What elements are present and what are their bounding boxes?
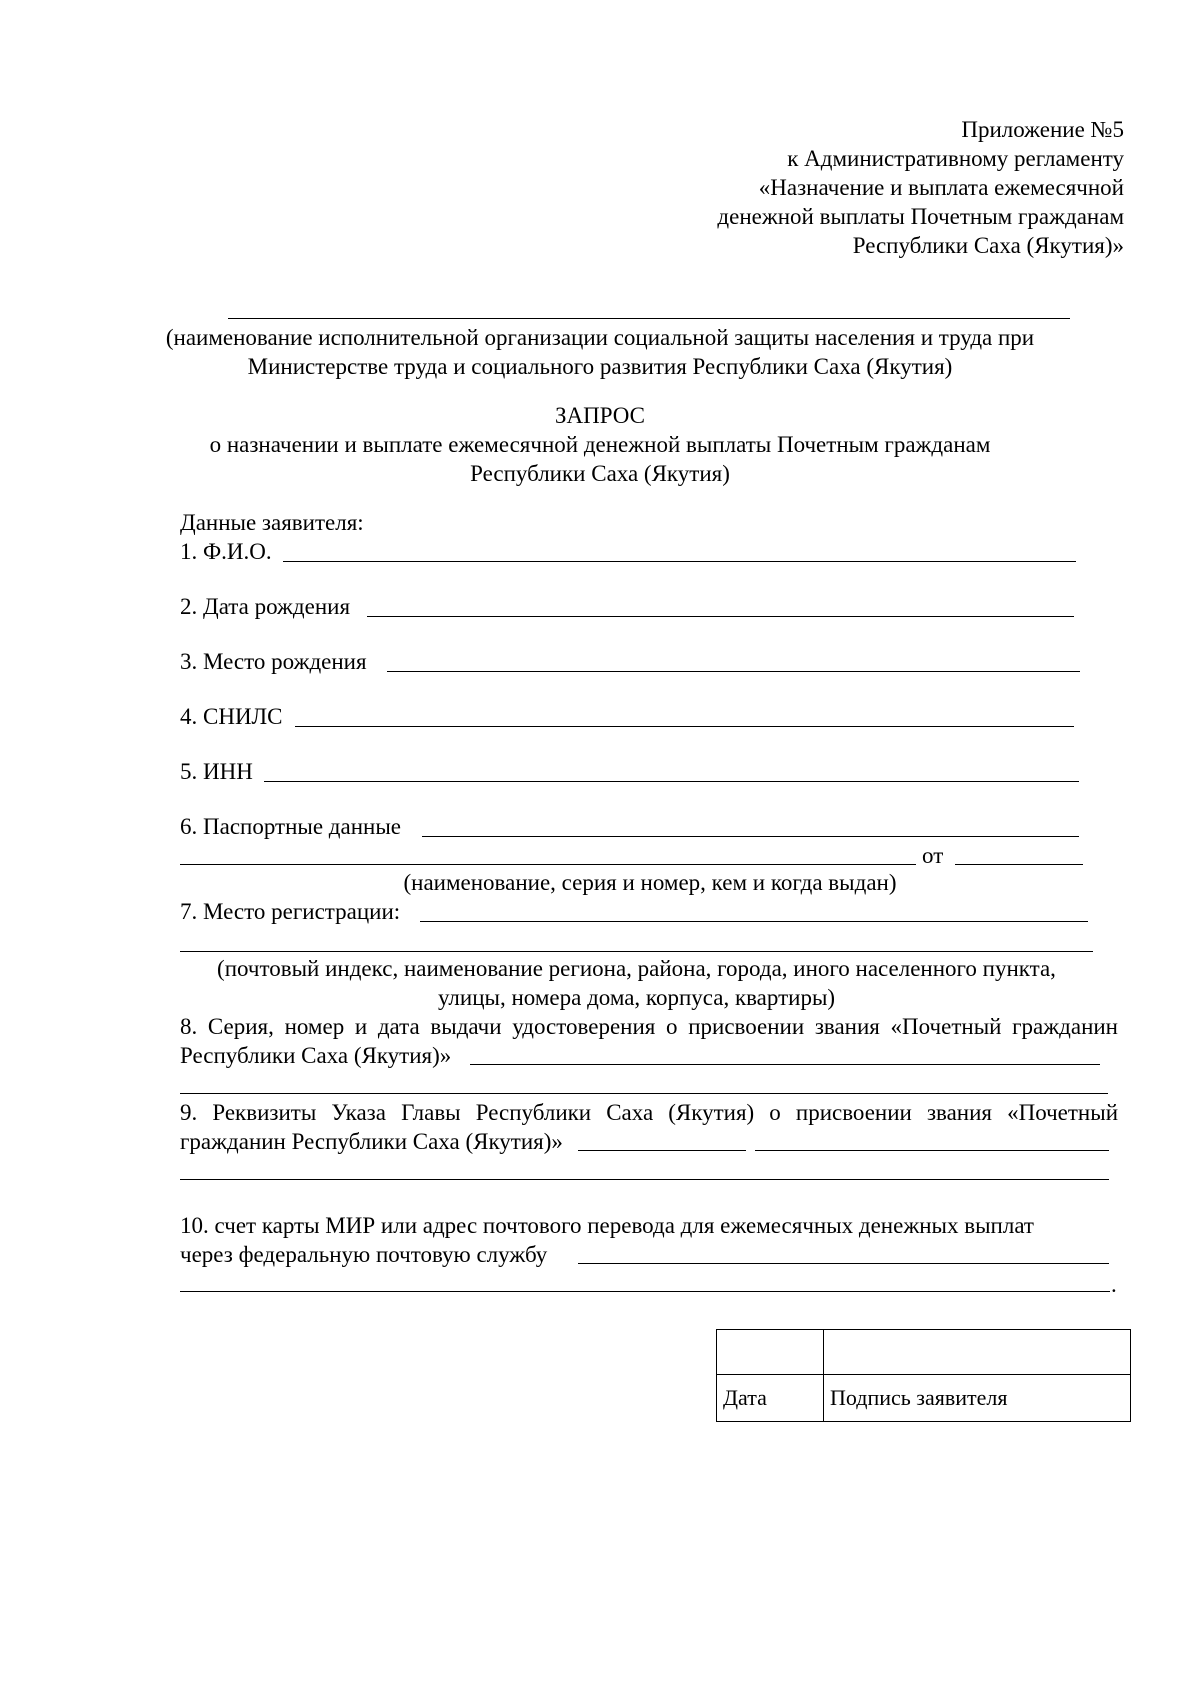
field-passport-line2[interactable]	[180, 864, 916, 865]
appendix-title-line2: денежной выплаты Почетным гражданам	[717, 204, 1124, 229]
field-payment-label-line1: 10. счет карты МИР или адрес почтового перевода для ежемесячных денежных выплат	[180, 1213, 1034, 1238]
applicant-data-label: Данные заявителя:	[180, 510, 364, 535]
document-subtitle-line2: Республики Саха (Якутия)	[470, 461, 730, 486]
field-full-name-line[interactable]	[283, 561, 1076, 562]
document-subtitle-line1: о назначении и выплате ежемесячной денежной выплаты Почетным гражданам	[209, 432, 991, 457]
field-payment-line[interactable]	[578, 1263, 1109, 1264]
field-decree-label-line2: гражданин Республики Саха (Якутия)»	[180, 1129, 563, 1154]
field-certificate-label-line1: 8. Серия, номер и дата выдачи удостоверения о присвоении звания «Почетный гражданин	[180, 1014, 1118, 1039]
field-registration-line[interactable]	[420, 921, 1088, 922]
field-passport-caption: (наименование, серия и номер, кем и когда выдан)	[403, 870, 897, 895]
document-heading: ЗАПРОС	[554, 403, 646, 428]
field-birth-date-label: 2. Дата рождения	[180, 594, 351, 619]
field-passport-label: 6. Паспортные данные	[180, 814, 401, 839]
field-passport-line[interactable]	[422, 836, 1079, 837]
field-decree-line-a[interactable]	[578, 1150, 746, 1151]
appendix-title-line1: «Назначение и выплата ежемесячной	[758, 175, 1124, 200]
field-registration-caption-line2: улицы, номера дома, корпуса, квартиры)	[437, 985, 836, 1010]
field-full-name-label: 1. Ф.И.О.	[180, 539, 272, 564]
field-registration-line2[interactable]	[180, 951, 1093, 952]
field-snils-line[interactable]	[295, 726, 1074, 727]
field-certificate-line[interactable]	[470, 1064, 1100, 1065]
field-payment-label-line2: через федеральную почтовую службу	[180, 1242, 548, 1267]
field-payment-line2[interactable]	[180, 1291, 1110, 1292]
field-birth-place-line[interactable]	[387, 671, 1080, 672]
field-decree-line2[interactable]	[180, 1179, 1109, 1180]
field-passport-date-line[interactable]	[955, 864, 1083, 865]
field-passport-from-label: от	[922, 843, 944, 868]
signature-table	[716, 1329, 1131, 1422]
field-registration-label: 7. Место регистрации:	[180, 899, 401, 924]
field-inn-line[interactable]	[264, 781, 1079, 782]
date-cell[interactable]	[717, 1330, 824, 1375]
signature-label: Подпись заявителя	[824, 1375, 1131, 1422]
field-certificate-line2[interactable]	[180, 1093, 1108, 1094]
field-decree-label-line1: 9. Реквизиты Указа Главы Республики Саха (Якутия) о присвоении звания «Почетный	[180, 1100, 1118, 1125]
date-label: Дата	[717, 1375, 824, 1422]
appendix-title-line3: Республики Саха (Якутия)»	[852, 233, 1124, 258]
organization-line	[228, 318, 1070, 319]
organization-caption-line1: (наименование исполнительной организации социальной защиты населения и труда при	[165, 325, 1035, 350]
field-birth-place-label: 3. Место рождения	[180, 649, 367, 674]
field-decree-line-b[interactable]	[755, 1150, 1109, 1151]
field-registration-caption-line1: (почтовый индекс, наименование региона, района, города, иного населенного пункта,	[217, 956, 1056, 981]
field-birth-date-line[interactable]	[367, 616, 1074, 617]
field-snils-label: 4. СНИЛС	[180, 704, 283, 729]
field-inn-label: 5. ИНН	[180, 759, 253, 784]
appendix-regulation: к Административному регламенту	[787, 146, 1124, 171]
signature-cell[interactable]	[824, 1330, 1131, 1375]
appendix-number: Приложение №5	[961, 117, 1124, 142]
field-payment-end-dot: .	[1111, 1272, 1117, 1297]
field-certificate-label-line2: Республики Саха (Якутия)»	[180, 1043, 452, 1068]
organization-caption-line2: Министерстве труда и социального развития Республики Саха (Якутия)	[247, 354, 953, 379]
